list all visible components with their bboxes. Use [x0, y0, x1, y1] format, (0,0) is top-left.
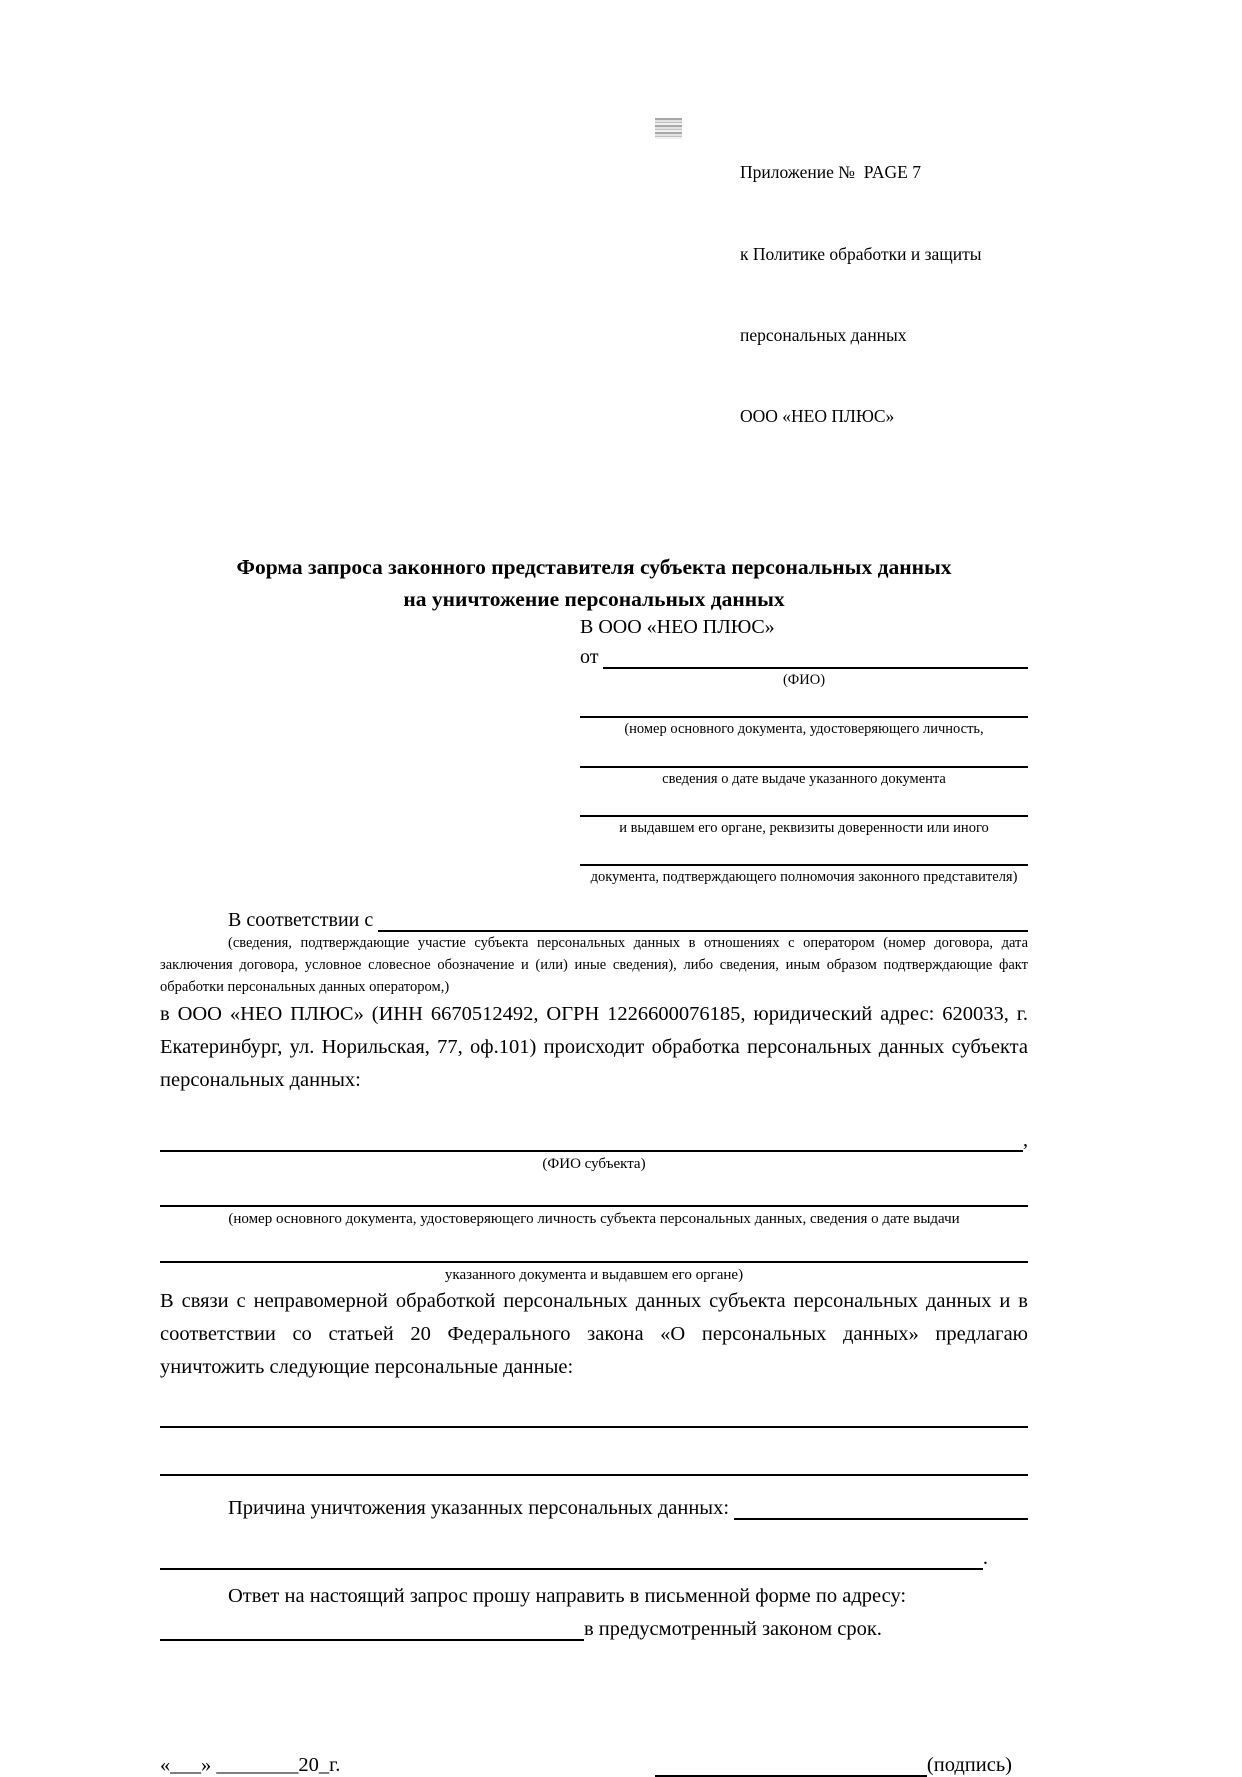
date-field: «___» ________20_г. [160, 1754, 341, 1777]
form-title-line-2: на уничтожение персональных данных [403, 587, 785, 611]
policy-line-2: персональных данных [740, 325, 907, 345]
document-number-caption: (номер основного документа, удостоверяющего личность, [624, 721, 984, 738]
answer-tail-text: в предусмотренный законом срок. [584, 1618, 882, 1641]
fill-line-destruction-reason [734, 1496, 1028, 1520]
recipient-block [580, 615, 1028, 886]
fio-caption: (ФИО) [782, 672, 826, 689]
signature-row [160, 1753, 1028, 1777]
fill-line-answer-address [160, 1617, 584, 1641]
authority-document-caption: документа, подтверждающего полномочия законного представителя) [590, 868, 1018, 885]
fill-line-data-to-destroy-2 [160, 1474, 1028, 1476]
destruction-request-paragraph: В связи с неправомерной обработкой персональных данных субъекта персональных данных и в соответствии со статьей 20 Федерального закона «О персональных данных» предлагаю уничтожить следующие персональные данные: [160, 1289, 1028, 1379]
org-name-line: ООО «НЕО ПЛЮС» [740, 406, 895, 427]
signature-group [655, 1753, 1012, 1777]
destruction-reason-label: Причина уничтожения указанных персональных данных: [228, 1497, 735, 1520]
fill-line-data-to-destroy-1 [160, 1426, 1028, 1428]
from-field-row [580, 645, 1028, 669]
fill-line-subject-fio [160, 1128, 1023, 1152]
fill-line-destruction-reason-2 [160, 1546, 983, 1570]
appendix-number-line: Приложение № PAGE 7 [740, 162, 921, 183]
answer-address-row [160, 1617, 1028, 1641]
signature-caption: (подпись) [926, 1754, 1012, 1777]
fill-line-signature [655, 1753, 927, 1777]
destruction-reason-continuation-row [160, 1546, 1028, 1570]
addressee-line: В ООО «НЕО ПЛЮС» [580, 616, 775, 639]
accordance-fine-print: (сведения, подтверждающие участие субъекта персональных данных в отношениях с оператором (номер договора, дата заключения договора, условное словесное обозначение и (или) иные сведения), либо сведения, иным образом подтверждающие факт обработки персональных данных оператором,) [160, 934, 1028, 995]
subject-document-caption-2: указанного документа и выдавшем его органе) [444, 1267, 744, 1284]
appendix-header [740, 105, 1040, 485]
accordance-field-row [160, 908, 1028, 932]
from-label: от [580, 646, 604, 669]
subject-fio-row [160, 1128, 1028, 1152]
text-lines-icon [655, 118, 682, 139]
accordance-lead: В соответствии с [228, 908, 379, 931]
form-title [160, 551, 1028, 616]
issuing-authority-caption: и выдавшем его органе, реквизиты доверенности или иного [619, 819, 989, 836]
subject-fio-caption: (ФИО субъекта) [542, 1155, 646, 1172]
trailing-comma: , [1023, 1128, 1028, 1151]
answer-request-line: Ответ на настоящий запрос прошу направить в письменной форме по адресу: [228, 1585, 907, 1608]
policy-line-1: к Политике обработки и защиты [740, 243, 982, 264]
operator-paragraph: в ООО «НЕО ПЛЮС» (ИНН 6670512492, ОГРН 1226600076185, юридический адрес: 620033, г. Екатеринбург, ул. Норильская, 77, оф.101) происходит обработка персональных данных субъекта персональных данных: [160, 1002, 1028, 1092]
destruction-reason-row [160, 1496, 1028, 1520]
fill-line-representative-fio [603, 645, 1028, 669]
subject-document-caption-1: (номер основного документа, удостоверяющего личность субъекта персональных данных, сведения о дате выдачи [228, 1211, 960, 1228]
fill-line-relationship-details [378, 908, 1028, 932]
issue-date-caption: сведения о дате выдаче указанного документа [662, 770, 946, 787]
form-title-line-1: Форма запроса законного представителя субъекта персональных данных [236, 554, 952, 579]
trailing-period: . [982, 1547, 988, 1570]
